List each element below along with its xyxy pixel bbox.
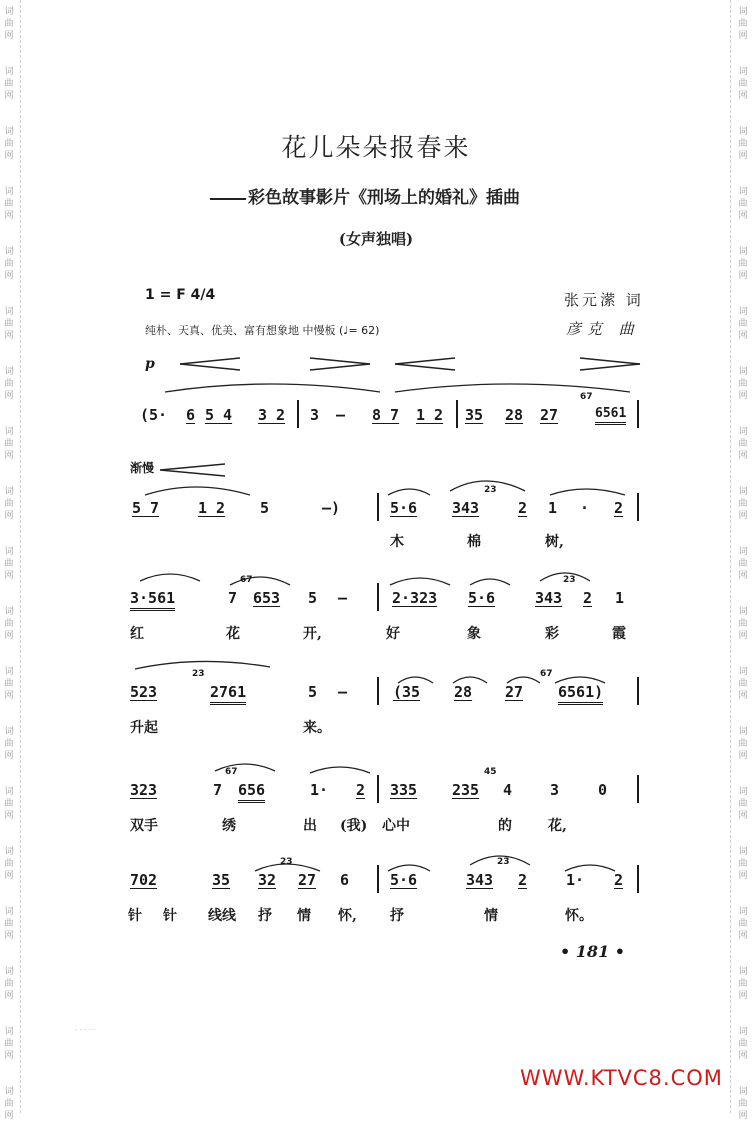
watermark-text: 词 曲 网 <box>738 127 748 161</box>
note: 3 <box>550 781 560 799</box>
grace-note: 23 <box>484 485 497 495</box>
lyric: 怀。 <box>565 908 593 924</box>
lyric: 出 <box>303 818 317 834</box>
subtitle-text: 彩色故事影片《刑场上的婚礼》插曲 <box>248 188 520 208</box>
watermark-text: 词 曲 网 <box>4 187 14 221</box>
note: 5·6 <box>468 589 496 607</box>
watermark-text: 词 曲 网 <box>738 907 748 941</box>
note: 6561) <box>558 683 603 705</box>
note: 35 <box>212 871 231 889</box>
lyric: 心中 <box>382 818 410 834</box>
note: 32 <box>258 871 277 889</box>
lyric: 花, <box>548 818 567 834</box>
note: 2 <box>518 499 528 517</box>
lyric: 情 <box>484 908 498 924</box>
note: 702 <box>130 871 158 889</box>
dynamic-mark: p <box>145 356 155 372</box>
watermark-text: 词 曲 网 <box>4 847 14 881</box>
note: 5 <box>308 683 318 701</box>
watermark-text: 词 曲 网 <box>738 1087 748 1121</box>
note: 6 <box>340 871 350 889</box>
watermark-text: 词 曲 网 <box>4 787 14 821</box>
note: 27 <box>540 406 559 424</box>
note: — <box>338 683 348 701</box>
watermark-text: 词 曲 网 <box>738 667 748 701</box>
slurs <box>125 567 305 591</box>
lyric: 红 <box>130 626 144 642</box>
note: 28 <box>454 683 473 701</box>
note: —) <box>322 499 341 517</box>
watermark-text: 词 曲 网 <box>4 247 14 281</box>
watermark-text: 词 曲 网 <box>738 307 748 341</box>
watermark-text: 词 曲 网 <box>4 667 14 701</box>
watermark-text: 词 曲 网 <box>738 967 748 1001</box>
lyric: 线线 <box>208 908 236 924</box>
watermark-text: 词 曲 网 <box>4 7 14 41</box>
watermark-text: 词 曲 网 <box>4 487 14 521</box>
song-subtitle <box>210 183 520 208</box>
watermark-text: 词 曲 网 <box>4 967 14 1001</box>
note: 3 <box>310 406 320 424</box>
bar-line <box>637 775 639 803</box>
note: 2 <box>518 871 528 889</box>
note: 1 2 <box>198 499 226 517</box>
hairpin-mark <box>155 463 235 477</box>
watermark-text: 词 曲 网 <box>4 1027 14 1061</box>
grace-note: 23 <box>280 857 293 867</box>
bar-line <box>297 400 299 428</box>
lyric: 抒 <box>258 908 272 924</box>
watermark-text: 词 曲 网 <box>738 247 748 281</box>
watermark-text: 词 曲 网 <box>738 847 748 881</box>
grace-note: 23 <box>192 669 205 679</box>
note: 5 4 <box>205 406 233 424</box>
note: 1 <box>615 589 625 607</box>
lyric: 木 <box>390 534 404 550</box>
bar-line <box>637 677 639 705</box>
note: 7 <box>213 781 223 799</box>
bar-line <box>377 583 379 611</box>
note: 5·6 <box>390 871 418 889</box>
lyric: 升起 <box>130 720 158 736</box>
phrase-slurs <box>160 376 640 396</box>
watermark-text: 词 曲 网 <box>4 547 14 581</box>
note: 343 <box>535 589 563 607</box>
grace-note: 23 <box>563 575 576 585</box>
watermark-text: 词 曲 网 <box>738 67 748 101</box>
note: 2·323 <box>392 589 438 607</box>
slur <box>125 655 285 675</box>
score-row-1 <box>0 350 752 460</box>
note: 4 <box>503 781 513 799</box>
note: 2 <box>614 499 624 517</box>
note: 8 7 <box>372 406 400 424</box>
note: 28 <box>505 406 524 424</box>
note: 3 2 <box>258 406 286 424</box>
watermark-text: 词 曲 网 <box>738 727 748 761</box>
bar-line <box>377 493 379 521</box>
note-dot: · <box>580 499 590 517</box>
bar-line <box>637 493 639 521</box>
note: 27 <box>505 683 524 701</box>
grace-note: 67 <box>580 392 593 402</box>
lyric: 抒 <box>390 908 404 924</box>
lyric: 好 <box>386 626 400 642</box>
note: 2 <box>583 589 593 607</box>
note: (5· <box>140 406 168 424</box>
note: 343 <box>452 499 480 517</box>
note: 523 <box>130 683 158 701</box>
slur <box>140 479 260 499</box>
bar-line <box>377 775 379 803</box>
note: 235 <box>452 781 480 799</box>
note: 1 <box>548 499 558 517</box>
score-row-6 <box>0 855 752 965</box>
subtitle-dash <box>210 198 246 200</box>
bar-line <box>377 865 379 893</box>
watermark-text: 词 曲 网 <box>738 7 748 41</box>
score-row-4 <box>0 655 752 765</box>
note: 1· <box>566 871 585 889</box>
watermark-text: 词 曲 网 <box>4 367 14 401</box>
watermark-text: 词 曲 网 <box>738 547 748 581</box>
note: 5 <box>308 589 318 607</box>
scan-specks: · · · · · <box>75 1026 96 1034</box>
lyric: 棉 <box>467 534 481 550</box>
song-title: 花儿朵朵报春来 <box>281 133 471 162</box>
voice-type: (女声独唱) <box>338 230 414 248</box>
note: 2 <box>614 871 624 889</box>
score-row-2 <box>0 455 752 565</box>
note: — <box>338 589 348 607</box>
note: 5 7 <box>132 499 160 517</box>
note: 27 <box>298 871 317 889</box>
note-fermata: 5 <box>260 499 270 517</box>
hairpin-marks <box>170 356 650 376</box>
watermark-text: 词 曲 网 <box>738 187 748 221</box>
note: 2 <box>356 781 366 799</box>
lyric: 来。 <box>303 720 331 736</box>
watermark-text: 词 曲 网 <box>4 907 14 941</box>
lyric: 绣 <box>222 818 236 834</box>
note: — <box>336 406 346 424</box>
note: 35 <box>465 406 484 424</box>
watermark-text: 词 曲 网 <box>4 1087 14 1121</box>
lyric: (我) <box>340 818 368 834</box>
lyric: 花 <box>226 626 240 642</box>
lyric: 情 <box>297 908 311 924</box>
watermark-text: 词 曲 网 <box>4 67 14 101</box>
grace-note: 67 <box>225 767 238 777</box>
note: 5·6 <box>390 499 418 517</box>
lyric: 针 <box>163 908 177 924</box>
grace-note: 45 <box>484 767 497 777</box>
grace-note: 23 <box>497 857 510 867</box>
page-number: • 181 • <box>560 942 625 961</box>
note: 656 <box>238 781 265 803</box>
note: 6 <box>186 406 196 424</box>
watermark-text: 词 曲 网 <box>738 787 748 821</box>
watermark-text: 词 曲 网 <box>738 367 748 401</box>
slurs <box>385 849 635 873</box>
note: 2761 <box>210 683 246 705</box>
lyricist-credit: 张元潆 词 <box>564 291 644 309</box>
lyric: 霞 <box>612 626 626 642</box>
bar-line <box>456 400 458 428</box>
note: 0 <box>598 781 608 799</box>
bar-line <box>637 865 639 893</box>
watermark-text: 词 曲 网 <box>738 427 748 461</box>
note: 653 <box>253 589 281 607</box>
note: 1 2 <box>416 406 444 424</box>
note: (35 <box>393 683 421 701</box>
lyric: 的 <box>498 818 512 834</box>
composer-credit: 彦克 曲 <box>566 320 640 338</box>
lyric: 开, <box>303 626 322 642</box>
grace-note: 67 <box>540 669 553 679</box>
lyric: 针 <box>128 908 142 924</box>
tempo-label: 渐慢 <box>130 461 155 475</box>
watermark-text: 词 曲 网 <box>4 307 14 341</box>
lyric: 怀, <box>338 908 357 924</box>
lyric: 树, <box>545 534 564 550</box>
watermark-text: 词 曲 网 <box>738 607 748 641</box>
note: 1· <box>310 781 329 799</box>
note: 335 <box>390 781 418 799</box>
note: 343 <box>466 871 494 889</box>
watermark-text: 词 曲 网 <box>738 1027 748 1061</box>
watermark-text: 词 曲 网 <box>4 727 14 761</box>
grace-note: 67 <box>240 575 253 585</box>
watermark-text: 词 曲 网 <box>738 487 748 521</box>
slurs <box>385 477 635 501</box>
tempo-marking: 纯朴、天真、优美、富有想象地 中慢板 (♩= 62) <box>145 324 380 337</box>
note: 6561 <box>595 406 626 425</box>
bar-line <box>637 400 639 428</box>
lyric: 彩 <box>545 626 559 642</box>
bar-line <box>377 677 379 705</box>
watermark-text: 词 曲 网 <box>4 607 14 641</box>
watermark-text: 词 曲 网 <box>4 127 14 161</box>
watermark-text: 词 曲 网 <box>4 427 14 461</box>
key-signature: 1 = F 4/4 <box>145 287 216 303</box>
note: 3·561 <box>130 589 175 611</box>
lyric: 象 <box>467 626 481 642</box>
site-watermark: WWW.KTVC8.COM <box>520 1066 723 1090</box>
note: 7 <box>228 589 238 607</box>
note: 323 <box>130 781 158 799</box>
lyric: 双手 <box>130 818 158 834</box>
